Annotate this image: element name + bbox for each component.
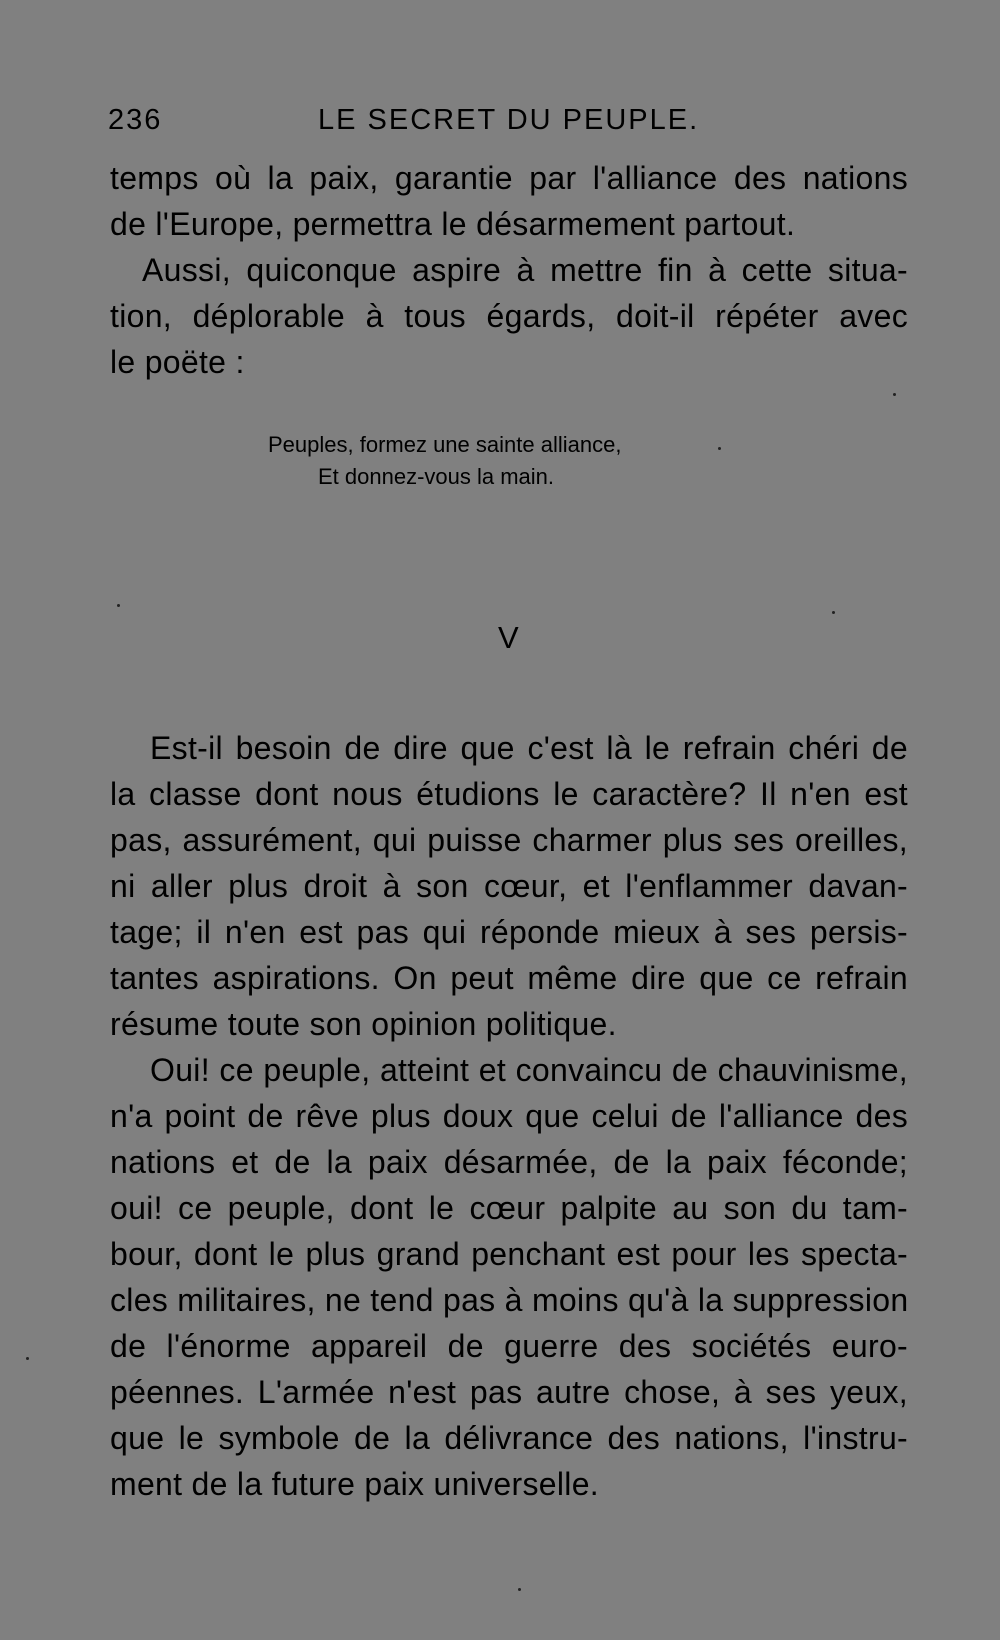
verse-line: Et donnez-vous la main.: [318, 464, 555, 489]
text-line: pas, assurément, qui puisse charmer plus ses oreilles,: [110, 822, 908, 858]
section-numeral: V: [498, 620, 519, 655]
text-line: péennes. L'armée n'est pas autre chose, à ses yeux,: [110, 1374, 908, 1410]
text-line: de l'Europe, permettra le désarmement partout.: [110, 206, 796, 242]
text-line: bour, dont le plus grand penchant est pour les specta-: [110, 1236, 908, 1272]
scan-speck: [718, 447, 721, 450]
text-line: Est-il besoin de dire que c'est là le refrain chéri de: [150, 730, 908, 766]
running-title: LE SECRET DU PEUPLE.: [318, 104, 700, 136]
page-number: 236: [108, 104, 163, 136]
text-line: Aussi, quiconque aspire à mettre fin à cette situa-: [142, 252, 908, 288]
text-line: temps où la paix, garantie par l'alliance des nations: [110, 160, 908, 196]
text-line: la classe dont nous étudions le caractère? Il n'en est: [110, 776, 908, 812]
text-line: tantes aspirations. On peut même dire que ce refrain: [110, 960, 908, 996]
verse-line: Peuples, formez une sainte alliance,: [268, 432, 622, 457]
text-line: tage; il n'en est pas qui réponde mieux à ses persis-: [110, 914, 908, 950]
text-line: oui! ce peuple, dont le cœur palpite au son du tam-: [110, 1190, 908, 1226]
text-line: nations et de la paix désarmée, de la paix féconde;: [110, 1144, 908, 1180]
text-line: ment de la future paix universelle.: [110, 1466, 599, 1502]
scan-speck: [117, 604, 120, 607]
scan-speck: [832, 611, 835, 614]
text-line: tion, déplorable à tous égards, doit-il répéter avec: [110, 298, 908, 334]
text-line: le poëte :: [110, 344, 245, 380]
text-line: ni aller plus droit à son cœur, et l'enflammer davan-: [110, 868, 908, 904]
text-line: cles militaires, ne tend pas à moins qu'à la suppression: [110, 1282, 909, 1318]
scan-speck: [26, 1357, 29, 1360]
scan-speck: [518, 1588, 521, 1591]
scan-speck: [893, 393, 896, 396]
text-line: Oui! ce peuple, atteint et convaincu de chauvinisme,: [150, 1052, 908, 1088]
text-line: n'a point de rêve plus doux que celui de l'alliance des: [110, 1098, 908, 1134]
text-line: de l'énorme appareil de guerre des sociétés euro-: [110, 1328, 908, 1364]
page-header: [108, 104, 908, 144]
text-line: que le symbole de la délivrance des nations, l'instru-: [110, 1420, 908, 1456]
text-line: résume toute son opinion politique.: [110, 1006, 617, 1042]
